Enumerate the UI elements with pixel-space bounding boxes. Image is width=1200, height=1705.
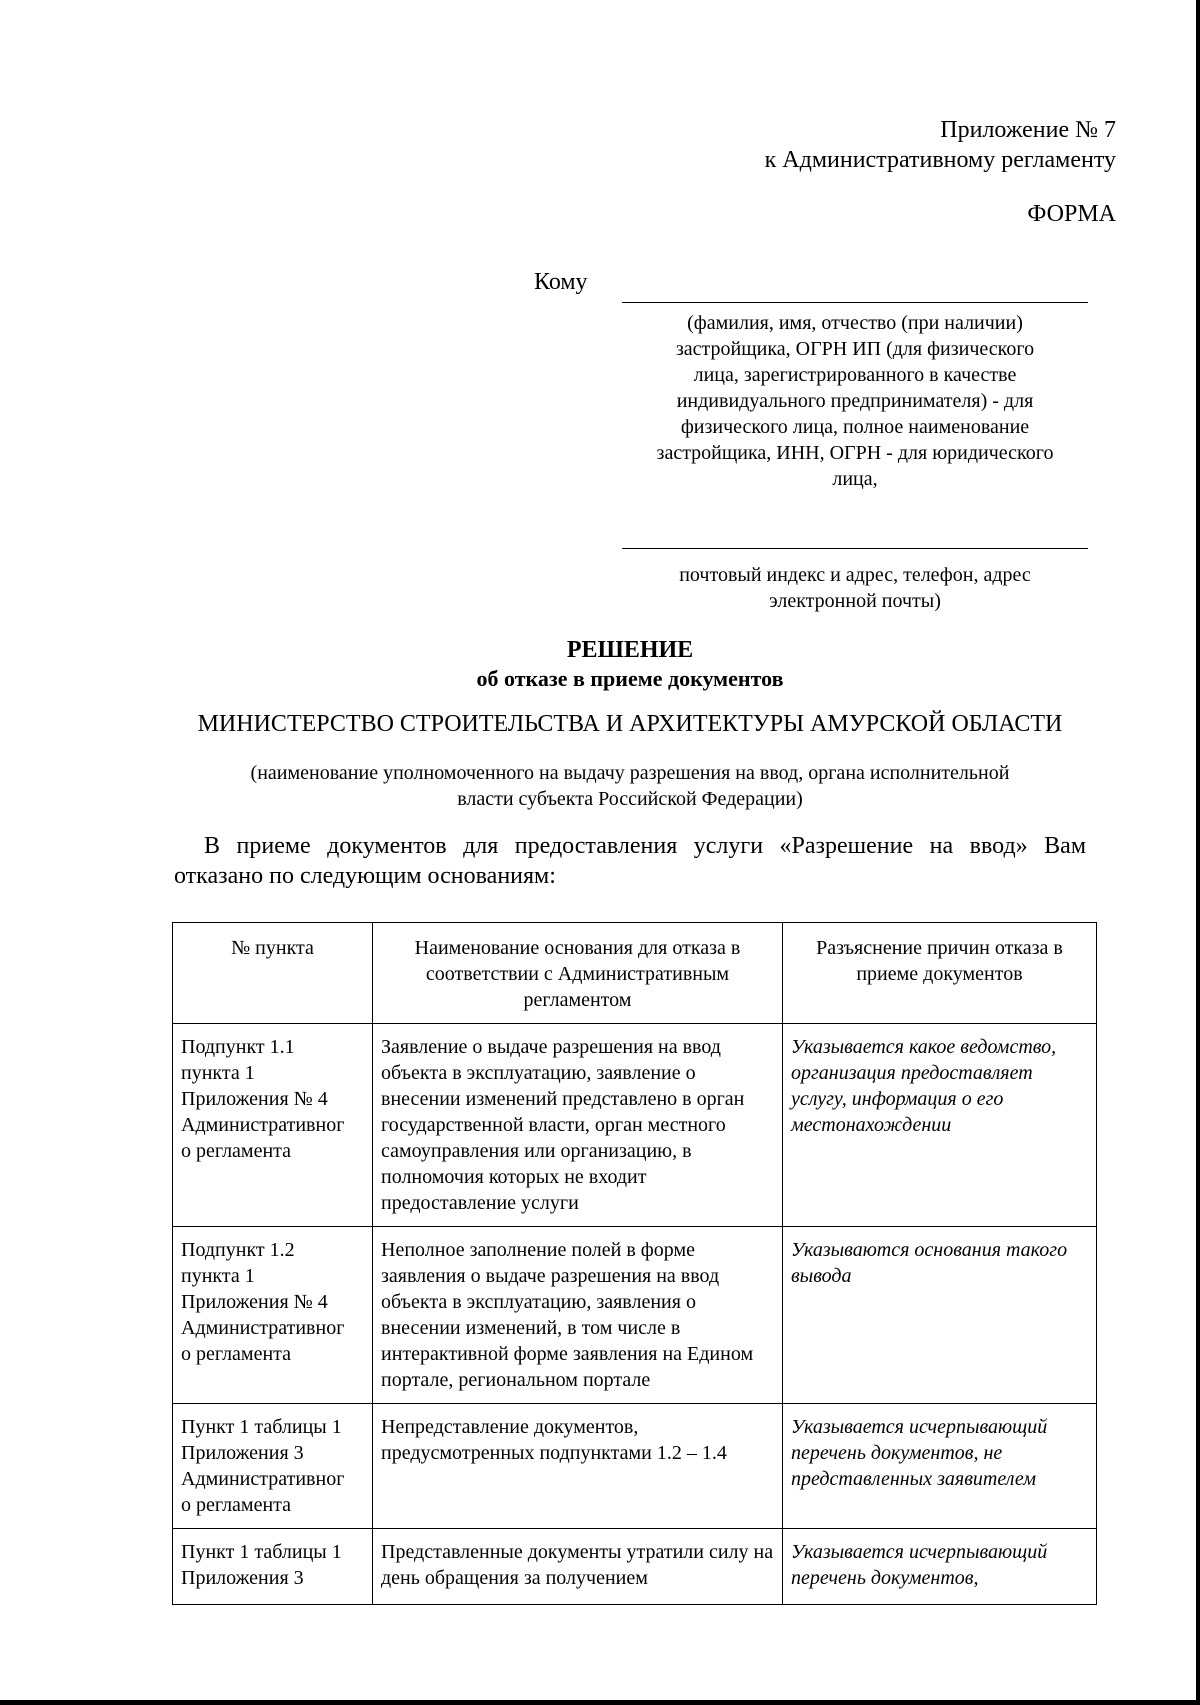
addressee-address-line — [622, 548, 1088, 549]
addressee-note-1: (фамилия, имя, отчество (при наличии) застройщика, ОГРН ИП (для физического лица, зарегистрированного в качестве индивидуального предпринимателя) - для физического лица, полное наименование застройщика, ИНН, ОГРН - для юридического лица, — [656, 312, 1054, 490]
addressee-name-line — [622, 302, 1088, 303]
table-header-row — [173, 923, 1097, 1024]
row-explanation: Указывается исчерпывающий перечень документов, не представленных заявителем — [783, 1404, 1097, 1529]
row-point: Подпункт 1.1 пункта 1 Приложения № 4 Административног о регламента — [173, 1024, 373, 1227]
row-explanation: Указывается исчерпывающий перечень документов, — [783, 1529, 1097, 1605]
body-paragraph: В приеме документов для предоставления услуги «Разрешение на ввод» Вам отказано по следующим основаниям: — [174, 833, 1086, 889]
table-row — [173, 1024, 1097, 1227]
row-reason: Неполное заполнение полей в форме заявления о выдаче разрешения на ввод объекта в эксплуатацию, заявления о внесении изменений, в том числе в интерактивной форме заявления на Едином портале, региональном портале — [373, 1227, 783, 1404]
header-point-number: № пункта — [173, 923, 373, 1024]
page-edge-right — [1196, 0, 1200, 1705]
table-row — [173, 1529, 1097, 1605]
refusal-grounds-table — [172, 922, 1097, 1605]
row-point: Пункт 1 таблицы 1 Приложения 3 Административног о регламента — [173, 1404, 373, 1529]
row-reason: Представленные документы утратили силу на день обращения за получением — [373, 1529, 783, 1605]
row-reason: Непредставление документов, предусмотренных подпунктами 1.2 – 1.4 — [373, 1404, 783, 1529]
table-row — [173, 1227, 1097, 1404]
authority-name: МИНИСТЕРСТВО СТРОИТЕЛЬСТВА И АРХИТЕКТУРЫ АМУРСКОЙ ОБЛАСТИ — [197, 711, 1063, 737]
row-point: Пункт 1 таблицы 1 Приложения 3 — [173, 1529, 373, 1605]
table-row — [173, 1404, 1097, 1529]
row-reason: Заявление о выдаче разрешения на ввод объекта в эксплуатацию, заявление о внесении изменений представлено в орган государственной власти, орган местного самоуправления или организацию, в полномочия которых не входит предоставление услуги — [373, 1024, 783, 1227]
row-point: Подпункт 1.2 пункта 1 Приложения № 4 Административног о регламента — [173, 1227, 373, 1404]
form-label: ФОРМА — [1027, 201, 1116, 227]
to-label: Кому — [534, 269, 588, 295]
appendix-line-2: к Административному регламенту — [764, 147, 1116, 173]
row-explanation: Указывается какое ведомство, организация предоставляет услугу, информация о его местонахождении — [783, 1024, 1097, 1227]
addressee-note-2: почтовый индекс и адрес, телефон, адрес электронной почты) — [679, 564, 1031, 612]
header-refusal-ground: Наименование основания для отказа в соответствии с Административным регламентом — [373, 923, 783, 1024]
decision-subtitle: об отказе в приеме документов — [476, 666, 784, 691]
page-edge-bottom — [0, 1700, 1200, 1705]
header-explanation: Разъяснение причин отказа в приеме документов — [783, 923, 1097, 1024]
row-explanation: Указываются основания такого вывода — [783, 1227, 1097, 1404]
authority-note: (наименование уполномоченного на выдачу разрешения на ввод, органа исполнительной власти субъекта Российской Федерации) — [250, 762, 1010, 810]
appendix-line-1: Приложение № 7 — [940, 117, 1116, 143]
decision-title: РЕШЕНИЕ — [566, 637, 694, 663]
